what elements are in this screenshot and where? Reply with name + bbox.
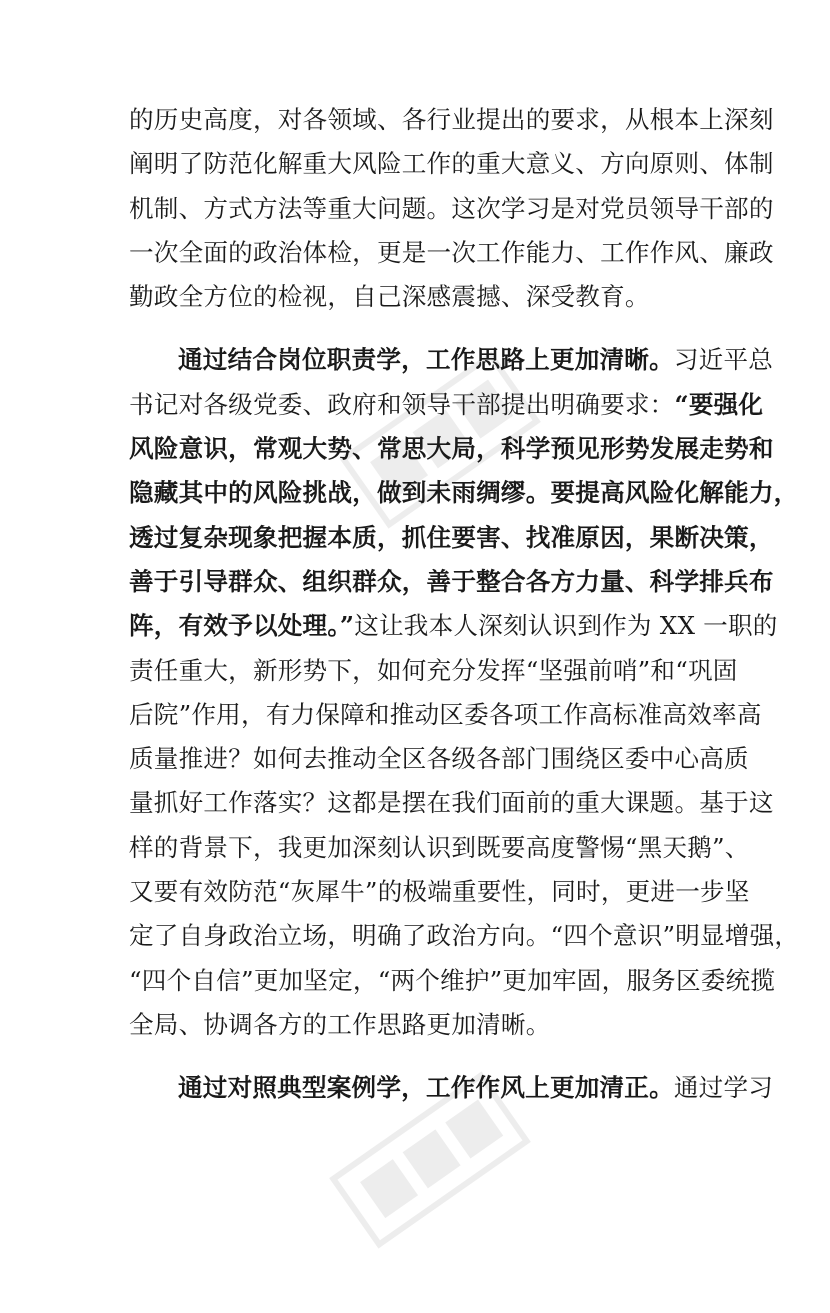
bold-text-run: 隐藏其中的风险挑战，做到未雨绸缪。要提高风险化解能力， [129,478,799,508]
text-line [129,693,762,737]
text-line [129,959,776,1003]
text-line [129,914,800,958]
text-line [129,187,774,231]
text-line [129,1066,774,1110]
text-run: 样的背景下，我更加深刻认识到既要高度警惕“黑天鹅”、 [129,832,750,862]
text-line [129,98,774,142]
text-line [129,471,799,515]
text-line [129,560,774,604]
bold-text-run: 通过结合岗位职责学，工作思路上更加清晰。 [178,345,674,375]
bold-text-run: 风险意识，常观大势、常思大局，科学预见形势发展走势和 [129,434,774,464]
bold-text-run: 善于引导群众、组织群众，善于整合各方力量、科学排兵布 [129,566,774,596]
text-line [129,338,774,382]
text-run: 又要有效防范“灰犀牛”的极端重要性，同时，更进一步坚 [129,877,750,907]
text-line [129,142,774,186]
text-line [129,604,778,648]
text-run: 习近平总 [673,345,774,375]
text-run: 通过学习 [673,1073,774,1103]
text-run: 机制、方式方法等重大问题。这次学习是对党员领导干部的 [129,193,774,223]
paragraph-p1 [129,98,774,319]
text-run: 质量推进？如何去推动全区各级各部门围绕区委中心高质 [129,744,749,774]
text-line [129,870,750,914]
text-run: 一次全面的政治体检，更是一次工作能力、工作作风、廉政 [129,237,774,267]
text-run: 阐明了防范化解重大风险工作的重大意义、方向原则、体制 [129,149,774,179]
text-run: 量抓好工作落实？这都是摆在我们面前的重大课题。基于这 [129,788,774,818]
text-run: 全局、协调各方的工作思路更加清晰。 [129,1009,551,1039]
text-line [129,737,749,781]
text-line [129,649,738,693]
text-run: 后院”作用，有力保障和推动区委各项工作高标准高效率高 [129,699,762,729]
text-line [129,275,709,319]
text-line [129,427,774,471]
text-line [129,516,774,560]
text-line [129,383,764,427]
text-run: 的历史高度，对各领域、各行业提出的要求，从根本上深刻 [129,105,774,134]
text-line [129,231,774,275]
text-line [129,781,774,825]
bold-text-run: “要强化 [674,389,764,419]
text-run: 定了自身政治立场，明确了政治方向。“四个意识”明显增强， [129,921,800,951]
text-line [129,1003,709,1047]
text-line [129,826,750,870]
text-run: 勤政全方位的检视，自己深感震撼、深受教育。 [129,282,650,312]
text-run: 书记对各级党委、政府和领导干部提出明确要求： [129,389,675,419]
text-run: 这让我本人深刻认识到作为 XX 一职的 [354,611,778,641]
bold-text-run: 阵，有效予以处理。” [129,611,355,641]
text-run: “四个自信”更加坚定，“两个维护”更加牢固，服务区委统揽 [129,965,776,995]
bold-text-run: 通过对照典型案例学，工作作风上更加清正。 [178,1073,674,1103]
text-run: 责任重大，新形势下，如何充分发挥“坚强前哨”和“巩固 [129,655,738,685]
document-body [129,98,800,1130]
bold-text-run: 透过复杂现象把握本质，抓住要害、找准原因，果断决策， [129,522,774,552]
paragraph-p2 [129,338,800,1047]
paragraph-p3 [129,1066,774,1110]
